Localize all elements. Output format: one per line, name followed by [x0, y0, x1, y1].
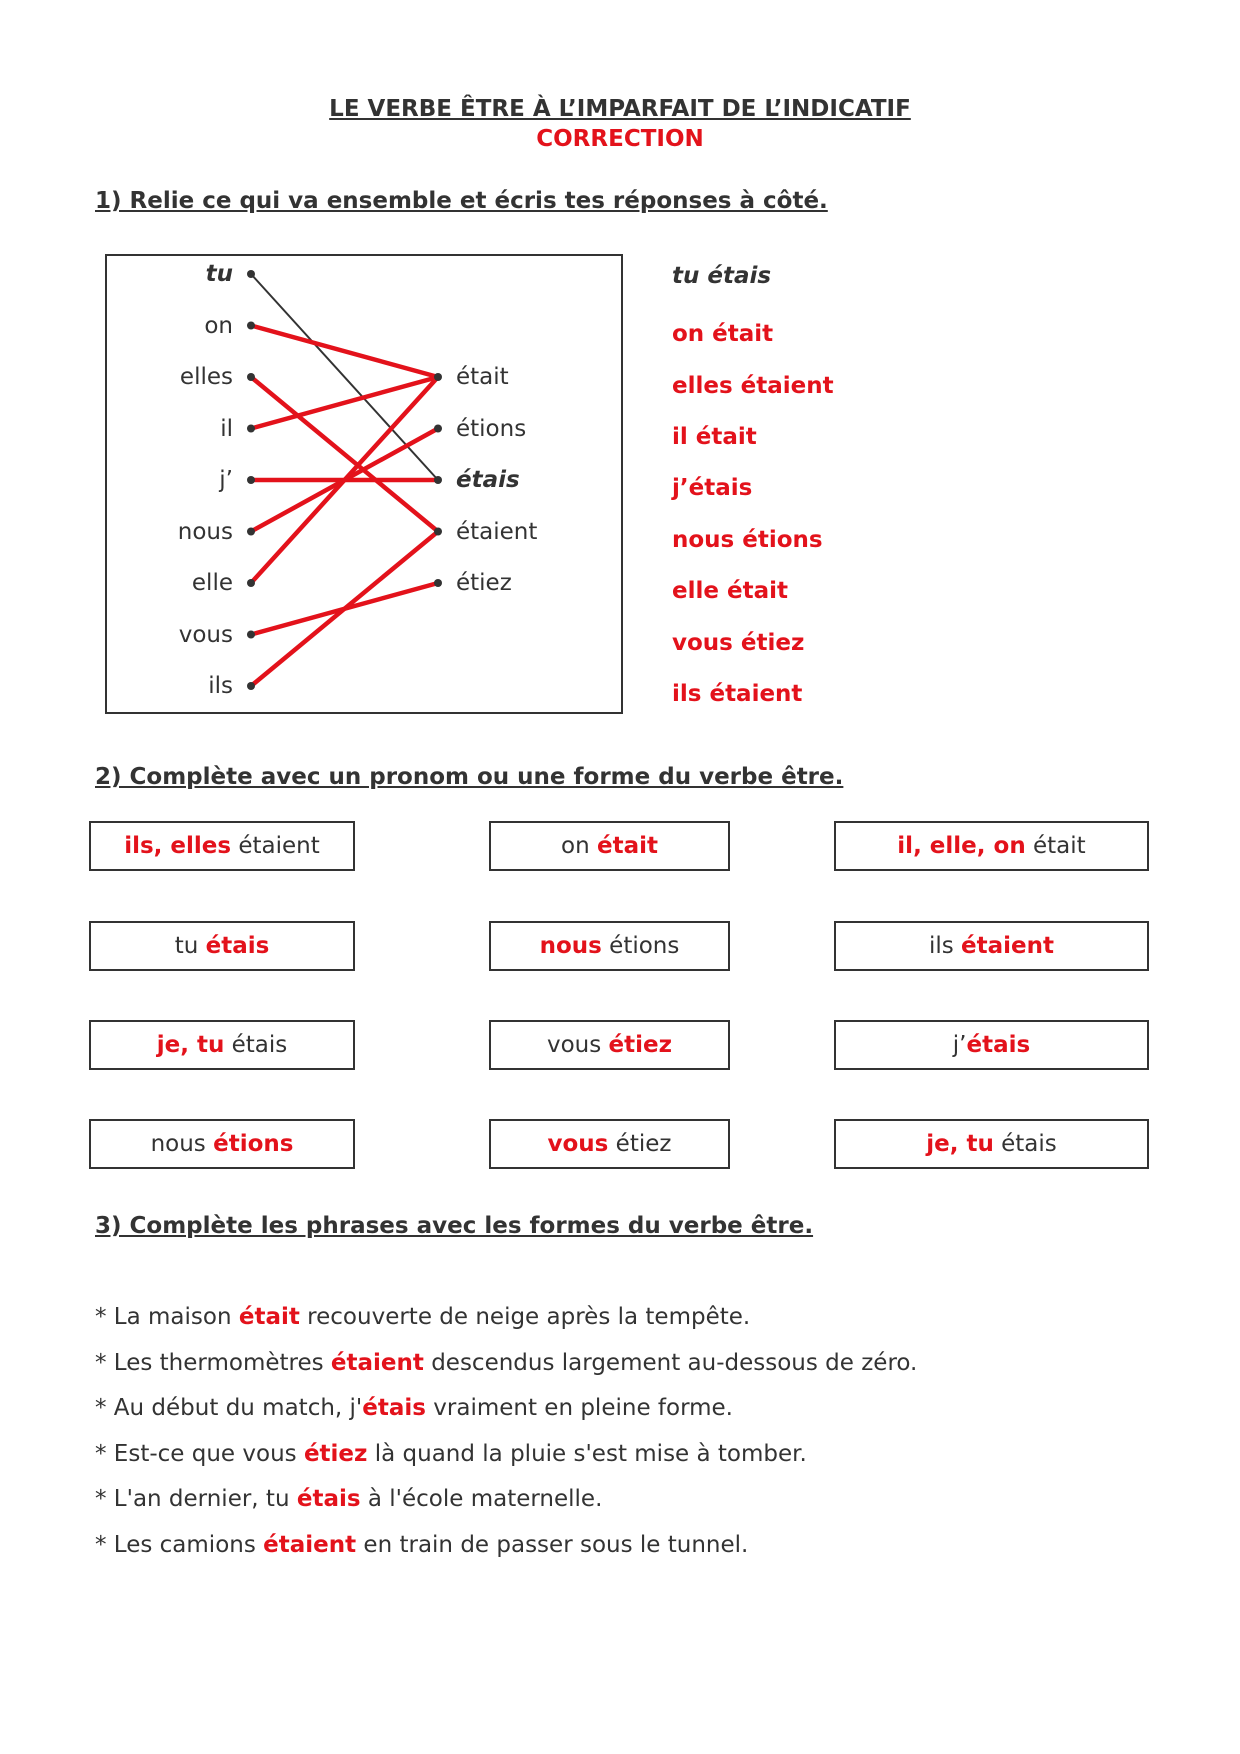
match-line	[251, 377, 438, 532]
box-answer-text: nous	[539, 933, 602, 959]
box-given-text: nous	[150, 1131, 214, 1157]
box-given-text: étions	[601, 933, 680, 959]
pronoun-dot	[247, 631, 255, 639]
answer-box	[89, 821, 355, 871]
answer-line: nous étions	[672, 527, 823, 553]
pronoun-label: elle	[191, 570, 233, 596]
box-answer-text: vous	[547, 1131, 609, 1157]
verb-label: étiez	[456, 570, 512, 596]
answer-line: tu étais	[672, 263, 772, 289]
pronoun-dot	[247, 682, 255, 690]
verb-label: étais	[456, 467, 520, 493]
pronoun-dot	[247, 322, 255, 330]
answer-box	[834, 1020, 1149, 1070]
pronoun-label: ils	[208, 673, 233, 699]
sentence-text: recouverte de neige après la tempête.	[299, 1304, 751, 1330]
answer-box	[89, 1020, 355, 1070]
box-given-text: étais	[224, 1032, 288, 1058]
sentence	[95, 1348, 917, 1378]
sentence-text: * Les thermomètres	[95, 1349, 331, 1376]
box-given-text: ils	[928, 933, 962, 959]
pronoun-dot	[247, 579, 255, 587]
pronoun-dot	[247, 476, 255, 484]
sentence-answer: étais	[296, 1486, 361, 1512]
verb-dot	[434, 528, 442, 536]
sentence-text: * Les camions	[95, 1531, 264, 1558]
box-answer-text: je, tu	[926, 1131, 994, 1157]
answer-line: on était	[672, 321, 774, 347]
box-answer-text: je, tu	[156, 1032, 225, 1058]
box-answer-text: ils, elles	[124, 833, 232, 859]
verb-dot	[434, 579, 442, 587]
pronoun-label: j’	[219, 467, 233, 493]
sentence-text: * La maison	[95, 1304, 239, 1330]
answer-line: ils étaient	[672, 681, 803, 707]
sentence-text: là quand la pluie s'est mise à tomber.	[367, 1440, 807, 1467]
box-given-text: étais	[993, 1131, 1057, 1157]
pronoun-label: nous	[177, 518, 233, 545]
verb-dot	[434, 373, 442, 381]
verb-label: étions	[456, 415, 527, 442]
box-given-text: étaient	[231, 833, 320, 859]
pronoun-dot	[247, 270, 255, 278]
box-answer-text: étais	[205, 933, 270, 959]
verb-label: étaient	[456, 518, 538, 545]
sentence	[95, 1439, 807, 1469]
answer-box	[489, 821, 730, 871]
box-given-text: tu	[174, 933, 206, 959]
box-answer-text: il, elle, on	[897, 833, 1026, 859]
page-title: LE VERBE ÊTRE À L’IMPARFAIT DE L’INDICATIF	[329, 96, 911, 122]
sentence-answer: étais	[362, 1395, 426, 1421]
answer-box	[834, 921, 1149, 971]
exercise-3-heading: 3) Complète les phrases avec les formes du verbe être.	[95, 1213, 814, 1239]
verb-dot	[434, 476, 442, 484]
sentence-text: * Au début du match, j'	[95, 1395, 363, 1421]
box-answer-text: étais	[966, 1032, 1031, 1058]
sentence-text: * L'an dernier, tu	[95, 1486, 297, 1512]
pronoun-label: on	[204, 312, 233, 339]
answer-box	[89, 1119, 355, 1169]
box-given-text: on	[561, 833, 597, 859]
sentence-text: descendus largement au-dessous de zéro.	[423, 1349, 918, 1376]
box-given-text: vous	[546, 1032, 609, 1058]
sentence-text: à l'école maternelle.	[360, 1486, 603, 1512]
answer-line: j’étais	[672, 475, 753, 501]
answer-box	[834, 1119, 1149, 1169]
answer-box	[489, 1119, 730, 1169]
match-line	[251, 326, 438, 378]
box-given-text: était	[1025, 833, 1086, 859]
match-line	[251, 274, 438, 480]
box-answer-text: étions	[213, 1131, 294, 1157]
sentence	[95, 1484, 602, 1514]
verb-label: était	[456, 364, 509, 390]
box-given-text: étiez	[608, 1131, 672, 1157]
sentence	[95, 1530, 748, 1560]
box-answer-text: étiez	[608, 1032, 673, 1058]
answer-box	[834, 821, 1149, 871]
sentence-answer: étaient	[330, 1349, 424, 1376]
page-subtitle: CORRECTION	[536, 126, 704, 152]
sentence-answer: étiez	[303, 1440, 368, 1467]
sentence	[95, 1393, 733, 1423]
verb-dot	[434, 425, 442, 433]
pronoun-label: vous	[178, 621, 233, 648]
exercise-2-heading: 2) Complète avec un pronom ou une forme du verbe être.	[95, 764, 844, 790]
answer-box	[89, 921, 355, 971]
sentence-text: en train de passer sous le tunnel.	[356, 1531, 749, 1558]
pronoun-dot	[247, 373, 255, 381]
sentence-text: * Est-ce que vous	[95, 1440, 304, 1467]
box-given-text: j’	[952, 1032, 967, 1058]
sentence-answer: était	[238, 1304, 300, 1330]
answer-line: il était	[672, 424, 757, 450]
box-answer-text: était	[596, 833, 658, 859]
box-answer-text: étaient	[961, 933, 1055, 959]
sentence-text: vraiment en pleine forme.	[425, 1395, 733, 1421]
pronoun-dot	[247, 425, 255, 433]
pronoun-label: elles	[179, 364, 233, 390]
answer-line: elles étaient	[672, 373, 834, 399]
sentence-answer: étaient	[263, 1531, 357, 1558]
pronoun-dot	[247, 528, 255, 536]
answer-line: vous étiez	[672, 630, 805, 656]
sentence	[95, 1302, 750, 1332]
answer-box	[489, 921, 730, 971]
answer-box	[489, 1020, 730, 1070]
answer-line: elle était	[672, 578, 788, 604]
pronoun-label: tu	[205, 261, 233, 287]
pronoun-label: il	[220, 415, 233, 442]
exercise-1-heading: 1) Relie ce qui va ensemble et écris tes réponses à côté.	[95, 188, 828, 214]
